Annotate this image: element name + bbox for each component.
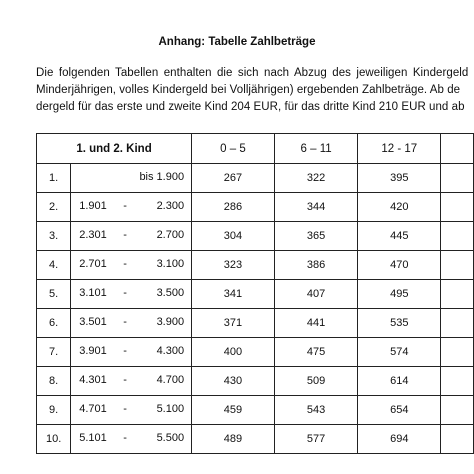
cut-off-cell bbox=[441, 309, 474, 338]
amount-age-6-11: 365 bbox=[274, 222, 358, 251]
income-bracket-cell bbox=[71, 251, 192, 280]
income-from: 2.301 bbox=[79, 229, 107, 241]
table-row bbox=[37, 164, 474, 193]
amount-age-0-5: 286 bbox=[192, 193, 275, 222]
income-from: 3.101 bbox=[79, 287, 107, 299]
cut-off-cell bbox=[441, 222, 474, 251]
header-income-bracket: 1. und 2. Kind bbox=[37, 134, 192, 164]
income-dash: - bbox=[123, 258, 127, 270]
table-row bbox=[37, 251, 474, 280]
amount-age-0-5: 304 bbox=[192, 222, 275, 251]
row-number: 10. bbox=[37, 425, 71, 454]
cut-off-cell bbox=[441, 193, 474, 222]
cut-off-cell bbox=[441, 280, 474, 309]
table-row bbox=[37, 193, 474, 222]
table-body bbox=[37, 164, 474, 454]
table-row bbox=[37, 280, 474, 309]
income-bracket-cell bbox=[71, 280, 192, 309]
table-row bbox=[37, 222, 474, 251]
income-to: 3.100 bbox=[156, 258, 185, 270]
income-dash: - bbox=[123, 432, 127, 444]
income-to: 4.700 bbox=[156, 374, 185, 386]
amount-age-12-17: 445 bbox=[358, 222, 441, 251]
header-cut-off-column bbox=[441, 134, 474, 164]
amount-age-6-11: 407 bbox=[274, 280, 358, 309]
income-to: 3.500 bbox=[156, 287, 185, 299]
row-number: 4. bbox=[37, 251, 71, 280]
amount-age-12-17: 395 bbox=[358, 164, 441, 193]
income-to: bis 1.900 bbox=[139, 171, 185, 183]
income-bracket-cell bbox=[71, 367, 192, 396]
income-from: 4.301 bbox=[79, 374, 107, 386]
amount-age-0-5: 341 bbox=[192, 280, 275, 309]
paragraph-line-3: dergeld für das erste und zweite Kind 204 EUR, für das dritte Kind 210 EUR und ab bbox=[36, 101, 465, 113]
amount-age-12-17: 420 bbox=[358, 193, 441, 222]
amount-age-6-11: 509 bbox=[274, 367, 358, 396]
income-dash: - bbox=[123, 229, 127, 241]
income-dash: - bbox=[123, 374, 127, 386]
income-to: 2.300 bbox=[156, 200, 185, 212]
income-to: 3.900 bbox=[156, 316, 185, 328]
paragraph-line-1: Die folgenden Tabellen enthalten die sich nach Abzug des jeweiligen Kindergeld bbox=[36, 67, 469, 79]
amount-age-12-17: 614 bbox=[358, 367, 441, 396]
paragraph-line-2: Minderjährigen, volles Kindergeld bei Volljährigen) ergebenden Zahlbeträge. Ab de bbox=[36, 84, 461, 96]
income-bracket-cell bbox=[71, 396, 192, 425]
table-row bbox=[37, 309, 474, 338]
income-from: 5.101 bbox=[79, 432, 107, 444]
zahlbetraege-table bbox=[36, 133, 474, 454]
cut-off-cell bbox=[441, 425, 474, 454]
cut-off-cell bbox=[441, 164, 474, 193]
amount-age-12-17: 654 bbox=[358, 396, 441, 425]
income-bracket-cell bbox=[71, 164, 192, 193]
row-number: 5. bbox=[37, 280, 71, 309]
cut-off-cell bbox=[441, 251, 474, 280]
cut-off-cell bbox=[441, 338, 474, 367]
amount-age-0-5: 459 bbox=[192, 396, 275, 425]
row-number: 6. bbox=[37, 309, 71, 338]
amount-age-6-11: 344 bbox=[274, 193, 358, 222]
amount-age-0-5: 267 bbox=[192, 164, 275, 193]
page-title: Anhang: Tabelle Zahlbeträge bbox=[158, 36, 316, 48]
table-row bbox=[37, 396, 474, 425]
table-row bbox=[37, 367, 474, 396]
amount-age-6-11: 441 bbox=[274, 309, 358, 338]
amount-age-12-17: 495 bbox=[358, 280, 441, 309]
income-to: 4.300 bbox=[156, 345, 185, 357]
row-number: 3. bbox=[37, 222, 71, 251]
amount-age-6-11: 386 bbox=[274, 251, 358, 280]
income-from: 4.701 bbox=[79, 403, 107, 415]
amount-age-12-17: 470 bbox=[358, 251, 441, 280]
amount-age-0-5: 371 bbox=[192, 309, 275, 338]
cut-off-cell bbox=[441, 367, 474, 396]
income-bracket-cell bbox=[71, 338, 192, 367]
income-dash: - bbox=[123, 200, 127, 212]
row-number: 1. bbox=[37, 164, 71, 193]
income-to: 5.500 bbox=[156, 432, 185, 444]
income-dash: - bbox=[123, 287, 127, 299]
income-bracket-cell bbox=[71, 222, 192, 251]
row-number: 9. bbox=[37, 396, 71, 425]
table-row bbox=[37, 338, 474, 367]
table-row bbox=[37, 425, 474, 454]
income-bracket-cell bbox=[71, 425, 192, 454]
amount-age-0-5: 489 bbox=[192, 425, 275, 454]
amount-age-6-11: 322 bbox=[274, 164, 358, 193]
amount-age-0-5: 400 bbox=[192, 338, 275, 367]
row-number: 8. bbox=[37, 367, 71, 396]
amount-age-0-5: 323 bbox=[192, 251, 275, 280]
amount-age-12-17: 694 bbox=[358, 425, 441, 454]
income-dash: - bbox=[123, 345, 127, 357]
income-dash: - bbox=[123, 316, 127, 328]
row-number: 2. bbox=[37, 193, 71, 222]
amount-age-12-17: 535 bbox=[358, 309, 441, 338]
income-bracket-cell bbox=[71, 193, 192, 222]
header-age-0-5: 0 – 5 bbox=[192, 134, 275, 164]
header-age-6-11: 6 – 11 bbox=[274, 134, 358, 164]
header-age-12-17: 12 - 17 bbox=[358, 134, 441, 164]
amount-age-6-11: 475 bbox=[274, 338, 358, 367]
income-from: 3.901 bbox=[79, 345, 107, 357]
amount-age-12-17: 574 bbox=[358, 338, 441, 367]
income-bracket-cell bbox=[71, 309, 192, 338]
amount-age-6-11: 543 bbox=[274, 396, 358, 425]
income-to: 2.700 bbox=[156, 229, 185, 241]
income-to: 5.100 bbox=[156, 403, 185, 415]
table-header-row bbox=[37, 134, 474, 164]
income-from: 1.901 bbox=[79, 200, 107, 212]
income-dash: - bbox=[123, 403, 127, 415]
income-from: 2.701 bbox=[79, 258, 107, 270]
row-number: 7. bbox=[37, 338, 71, 367]
amount-age-0-5: 430 bbox=[192, 367, 275, 396]
income-from: 3.501 bbox=[79, 316, 107, 328]
amount-age-6-11: 577 bbox=[274, 425, 358, 454]
cut-off-cell bbox=[441, 396, 474, 425]
